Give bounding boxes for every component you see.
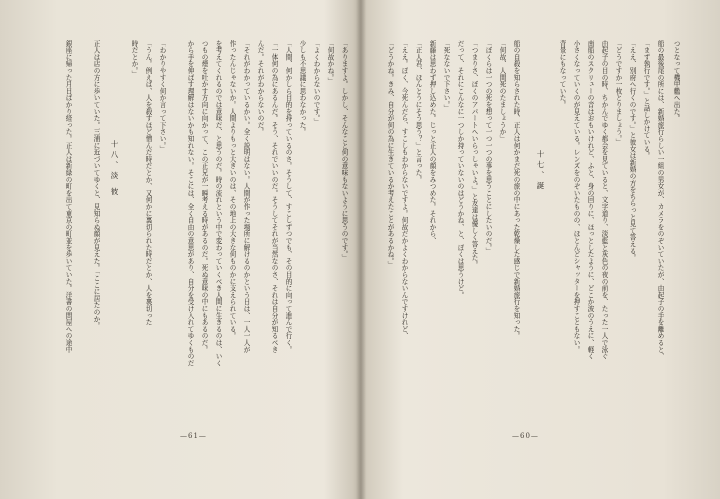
text-column: んだ。それがわからないのだ。 bbox=[256, 40, 264, 136]
text-column: 「よくわからないのです。」 bbox=[312, 40, 320, 126]
text-column: 「つまりさ、ぼくのアパートへいらっしゃいよ。」と友達は優しく答えた。 bbox=[470, 40, 478, 268]
left-page bbox=[60, 40, 348, 460]
text-column: だって、それにこんなに一つしか持っていないのはどうかね、と、ぼくは思うけど。 bbox=[456, 40, 464, 299]
text-column: 「うん。例えば、人を殺すほど憎んだ時だとか、又何かに裏切られた時だとか、人を裏切った bbox=[144, 40, 152, 326]
section-heading: 十七、誕 bbox=[536, 150, 545, 192]
section-heading: 十八、淡 彼 bbox=[110, 140, 119, 198]
text-column: 「どうかね。きみ、自分が何の為に生きているか考えたことがあるかね。」 bbox=[386, 40, 394, 268]
text-column: 「人間、何かしら目的を持っているのさ。そうして、すこしずつでも、その目的に向って進んで行く。 bbox=[284, 40, 292, 353]
text-column: 「ええ。ぼく、今死んだら、すこしもわからないですよ。何故だかよくわからないんですけれど、 bbox=[400, 40, 408, 340]
text-column: 「何故かね。」 bbox=[326, 40, 334, 85]
text-column bbox=[74, 40, 86, 440]
right-page bbox=[382, 40, 686, 460]
text-column: 「まず執行です。」と話しかけている。 bbox=[642, 40, 650, 160]
text-column: 「どうですか一枚とりましょう。」 bbox=[614, 40, 622, 146]
text-column: 船の最後尾の所には、新婚旅行らしい一組の男女が、カメラをのぞいていたが、由起子の手を離めると、 bbox=[656, 40, 664, 360]
text-column: 「ええ、別府へ行くのです。」と彼女は新婚の方をちらっと見て答える。 bbox=[628, 40, 636, 262]
text-column: 小さくなっていくのが見えている。レンズをのぞいたものの、ほとんどシャッターを押すこともない。 bbox=[572, 40, 580, 353]
text-column: 「正人君、ほんとうにそう思う？」と言った。 bbox=[414, 40, 422, 183]
text-column: 「それがわかっているかい。全く説明はない。人間が作った場所に解けるのかという日は、一人一人が bbox=[242, 40, 250, 353]
text-column: 「ありますよ。しかし、そんなこと何の意味もないように思うのです。」 bbox=[340, 40, 348, 262]
text-column: を考えてくれるのでは意味だ、と思うのだ。時の流れという中で変わっていくべき人間に生きるのは、いく bbox=[214, 40, 222, 367]
text-column: 背景にもなっていた。 bbox=[558, 40, 566, 108]
text-column: 「ぼくらは一つの死を想って一つ一つの事を思うことにしたいのだ。」 bbox=[484, 40, 492, 255]
text-column: から手を伸ばす理解はないかも知れない。そこには、全く自由の意思があり、自分を受け入れてゆくものだ bbox=[186, 40, 194, 367]
page-number: —61— bbox=[180, 432, 207, 440]
text-column: 正人は店の方に歩いていた。三浦に近づいてゆくと、見知らぬ顔が見えた。「ここに居たのか。 bbox=[92, 40, 100, 330]
text-column: 「わかりやすく何か言って下さい。」 bbox=[158, 40, 166, 153]
text-column: 由起子の目の時、ちかんでゆく都会を見ていると、文字道り、淡藍と灰色の夜の前を、たった一人で泳ぐ bbox=[600, 40, 608, 360]
text-column: 船の自殺を知らされた時、正人は何かまだ死の旅の中にあった乾燥した感じで新婚旅行を知った。 bbox=[512, 40, 520, 340]
text-column: つもの煙を吐かす方向に向かって、この正兄が一瞬考える時があるのだ。死ぬ意味の中にもあるのだ。 bbox=[200, 40, 208, 353]
book-gutter bbox=[356, 0, 366, 499]
text-column: 「一体何の為にあるんだ。そう、それでいいのだ。そうしてそれが当然なのさ、それは自分が知るべき bbox=[270, 40, 278, 353]
text-column bbox=[168, 40, 180, 440]
text-column: 銀座に帰った月日ばかり経った。正人は新緑の町を出て東京の町並を歩いていた。洋書の問屋への途中 bbox=[64, 40, 72, 353]
text-column: 作ったんじゃないか。人間よりもっと大きいのは、その地上の大きな何ものかに支えられている。 bbox=[228, 40, 236, 340]
text-column: 時だとか。」 bbox=[130, 40, 138, 78]
text-column: 「何故、人間死のたましょうか」 bbox=[498, 40, 506, 142]
text-column: 南船のスクリューの音はおもいけれど、ふと、身の回りに、ほっとしたように、どこか波のうえに、軽く bbox=[586, 40, 594, 360]
text-column: つとなって機甲艦へ出た。 bbox=[672, 40, 680, 122]
text-column: 新藤は思わず押し込めた。じっと正人の顔をみつめた。それから、 bbox=[428, 40, 436, 244]
text-column: 「死なないで下さい。」 bbox=[442, 40, 450, 112]
text-column: 少しも不思議に思わなかった。 bbox=[298, 40, 306, 136]
page-number: —60— bbox=[512, 432, 539, 440]
